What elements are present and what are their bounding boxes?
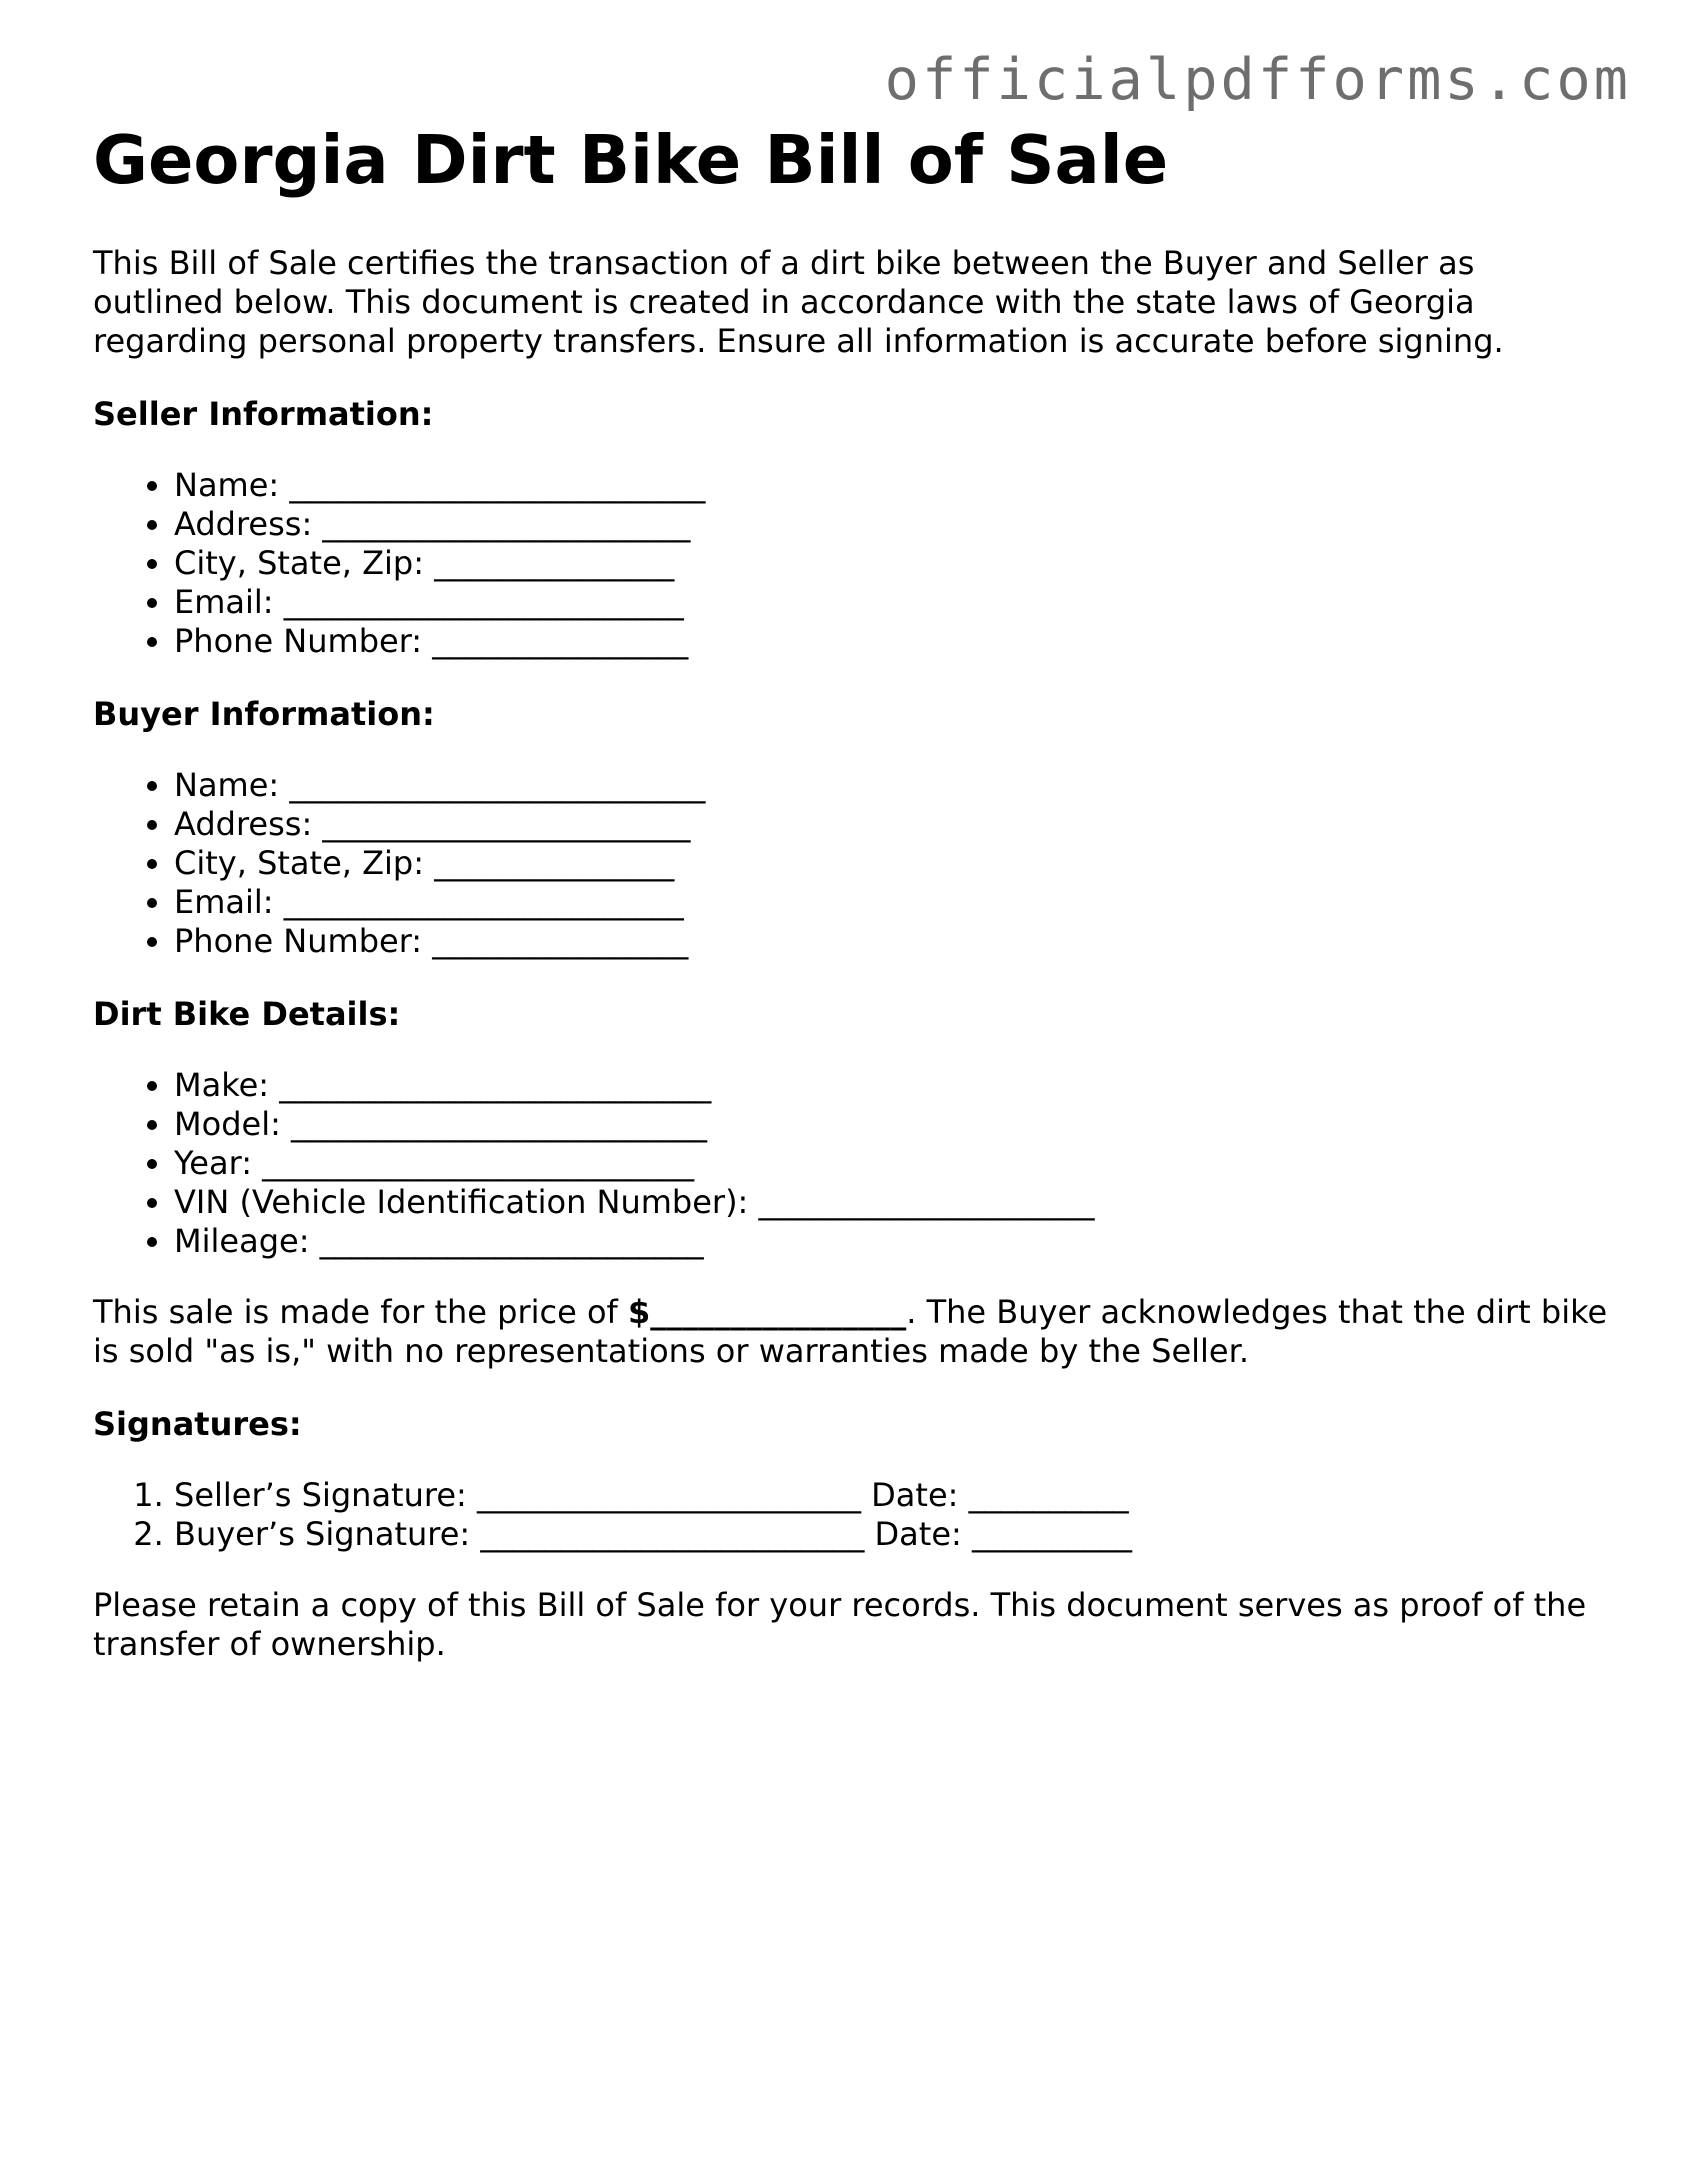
signatures-section-heading: Signatures: [93,1405,302,1443]
document-title: Georgia Dirt Bike Bill of Sale [93,121,1169,199]
seller-signature-label: Seller’s Signature: ________________________ [174,1476,861,1514]
buyer-field-list [93,766,1613,961]
bike-section-heading: Dirt Bike Details: [93,995,401,1033]
seller-phone-field: • Phone Number: ________________ [174,622,1613,661]
seller-city-state-zip-field: • City, State, Zip: _______________ [174,544,1613,583]
buyer-name-field: • Name: __________________________ [174,766,1613,805]
seller-email-field: • Email: _________________________ [174,583,1613,622]
intro-paragraph: This Bill of Sale certifies the transaction of a dirt bike between the Buyer and Seller as outlined below. This document is created in accordance with the state laws of Georgia regarding personal property transfers. Ensure all information is accurate before signing. [93,244,1504,360]
document-body [93,118,1613,1664]
price-paragraph [93,1293,1613,1371]
price-text-after: . The Buyer acknowledges that the dirt bike is sold "as is," with no representations or warranties made by the Seller. [93,1293,1608,1370]
seller-date-label: Date: __________ [871,1476,1129,1514]
buyer-signature-label: Buyer’s Signature: ________________________ [174,1515,865,1553]
closing-paragraph: Please retain a copy of this Bill of Sale for your records. This document serves as proof of the transfer of ownership. [93,1586,1587,1663]
buyer-section-heading: Buyer Information: [93,695,435,733]
bike-model-field: • Model: __________________________ [174,1105,1613,1144]
signature-list [93,1476,1613,1554]
bike-year-field: • Year: ___________________________ [174,1144,1613,1183]
price-amount: $________________ [627,1293,907,1331]
site-watermark: officialpdfforms.com [884,47,1631,113]
seller-field-list [93,466,1613,661]
buyer-signature-line [174,1515,1613,1554]
bike-vin-field: • VIN (Vehicle Identification Number): _____________________ [174,1183,1613,1222]
buyer-city-state-zip-field: • City, State, Zip: _______________ [174,844,1613,883]
bike-mileage-field: • Mileage: ________________________ [174,1222,1613,1261]
seller-name-field: • Name: __________________________ [174,466,1613,505]
seller-section-heading: Seller Information: [93,395,434,433]
bike-make-field: • Make: ___________________________ [174,1066,1613,1105]
seller-address-field: • Address: _______________________ [174,505,1613,544]
buyer-phone-field: • Phone Number: ________________ [174,922,1613,961]
buyer-email-field: • Email: _________________________ [174,883,1613,922]
buyer-address-field: • Address: _______________________ [174,805,1613,844]
buyer-date-label: Date: __________ [874,1515,1132,1553]
bike-field-list [93,1066,1613,1261]
price-text-before: This sale is made for the price of [93,1293,628,1331]
seller-signature-line [174,1476,1613,1515]
